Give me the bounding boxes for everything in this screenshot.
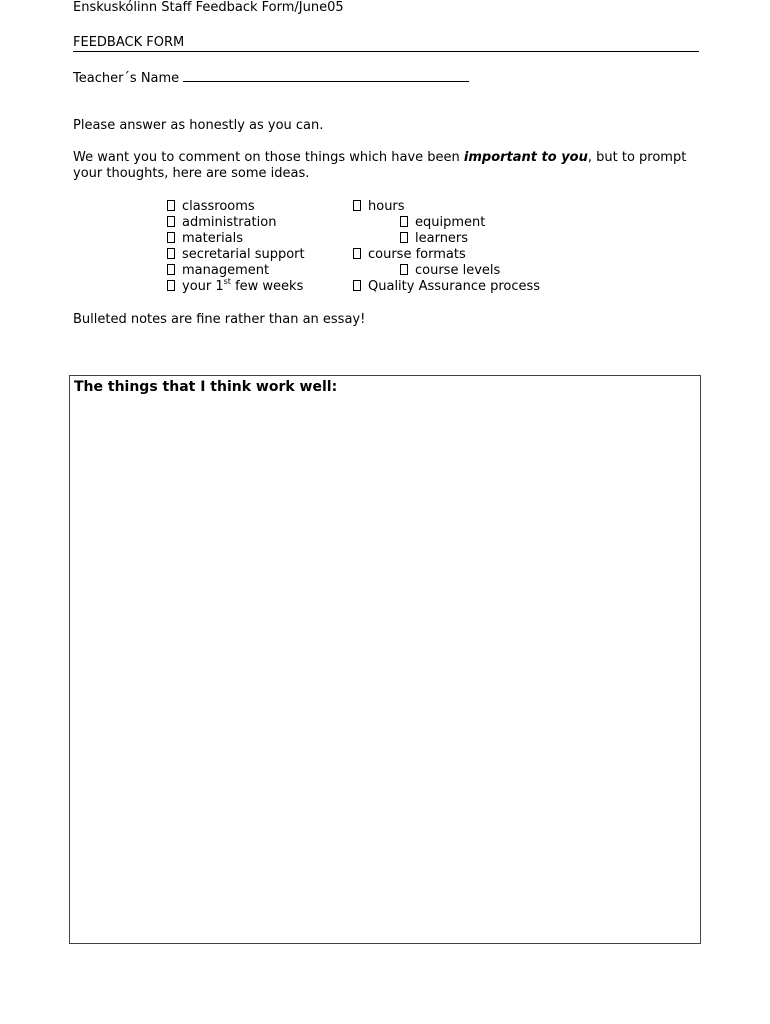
document-reference: Enskuskólinn Staff Feedback Form/June05 — [73, 0, 344, 15]
comment-instruction-line2: your thoughts, here are some ideas. — [73, 166, 310, 181]
idea-label: learners — [415, 231, 469, 246]
bullet-icon — [353, 248, 361, 259]
bullet-icon — [353, 200, 361, 211]
idea-item — [400, 263, 500, 279]
bullet-icon — [400, 232, 408, 243]
form-title: FEEDBACK FORM — [73, 35, 185, 50]
idea-item — [353, 279, 540, 295]
idea-item — [167, 231, 243, 247]
answer-box-works-well[interactable] — [69, 375, 701, 944]
idea-item — [353, 199, 405, 215]
bullet-icon — [353, 280, 361, 291]
idea-label: management — [182, 263, 270, 278]
idea-item — [167, 263, 269, 279]
idea-item — [167, 199, 255, 215]
comment-emphasis: important to you — [463, 150, 588, 165]
teacher-name-field[interactable] — [183, 69, 469, 82]
bullet-icon — [167, 216, 175, 227]
idea-label-suffix: few weeks — [230, 279, 304, 294]
idea-label: secretarial support — [182, 247, 305, 262]
bullet-icon — [400, 264, 408, 275]
bullet-icon — [167, 200, 175, 211]
comment-suffix: , but to prompt — [587, 150, 687, 165]
idea-label: materials — [182, 231, 244, 246]
bullet-icon — [400, 216, 408, 227]
idea-label: administration — [182, 215, 277, 230]
teacher-name-label: Teacher´s Name — [73, 71, 180, 86]
idea-item — [400, 231, 468, 247]
idea-item — [167, 247, 305, 263]
header-divider — [73, 51, 699, 52]
bullet-icon — [167, 248, 175, 259]
idea-item — [400, 215, 485, 231]
idea-item — [167, 215, 276, 231]
bullet-icon — [167, 232, 175, 243]
honesty-instruction: Please answer as honestly as you can. — [73, 118, 324, 133]
bullet-icon — [167, 264, 175, 275]
idea-label: course levels — [415, 263, 501, 278]
idea-item — [353, 247, 466, 263]
idea-label: Quality Assurance process — [368, 279, 541, 294]
teacher-name-row — [73, 69, 469, 87]
ordinal-suffix: st — [223, 277, 231, 286]
idea-label: equipment — [415, 215, 486, 230]
idea-label: course formats — [368, 247, 466, 262]
comment-instruction-line1 — [73, 150, 686, 166]
bulleted-note: Bulleted notes are fine rather than an essay! — [73, 312, 366, 327]
idea-item — [167, 279, 303, 295]
bullet-icon — [167, 280, 175, 291]
answer-box-title: The things that I think work well: — [74, 379, 338, 395]
idea-label-prefix: your 1 — [182, 279, 224, 294]
idea-label: classrooms — [182, 199, 255, 214]
comment-prefix: We want you to comment on those things which have been — [73, 150, 464, 165]
idea-label: hours — [368, 199, 405, 214]
